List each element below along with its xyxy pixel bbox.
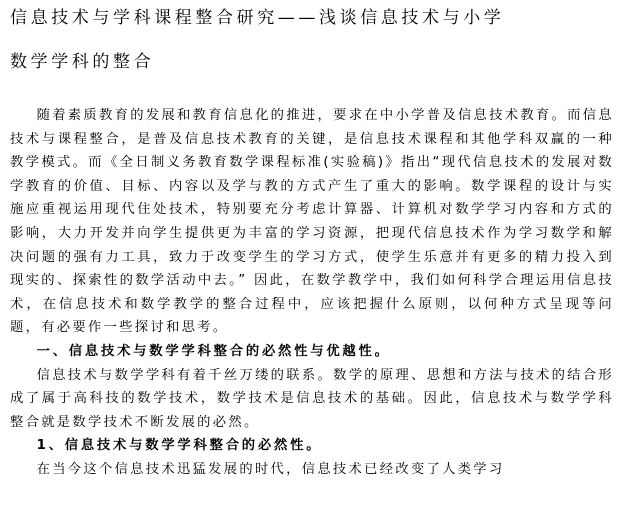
document-title-line-2: 数学学科的整合 <box>10 52 155 72</box>
section-heading-1: 一、信息技术与数学学科整合的必然性与优越性。 <box>36 343 391 359</box>
intro-paragraph: 随着素质教育的发展和教育信息化的推进，要求在中小学普及信息技术教育。而信息技术与课程整合，是普及信息技术教育的关键，是信息技术课程和其他学科双赢的一种教学模式。而《全日制义务教育数学课程标准(实验稿)》指出“现代信息技术的发展对数学教育的价值、目标、内容以及学与教的方式产生了重大的影响。数学课程的设计与实施应重视运用现代住处技术，特别要充分考虑计算器、计算机对数学学习内容和方式的影响，大力开发并向学生提供更为丰富的学习资源，把现代信息技术作为学习数学和解决问题的强有力工具，致力于改变学生的学习方式，使学生乐意并有更多的精力投入到现实的、探索性的数学活动中去。” 因此，在数学教学中，我们如何科学合理运用信息技术，在信息技术和数学教学的整合过程中，应该把握什么原则，以何种方式呈现等问题，有必要作一些探讨和思考。 <box>10 108 614 336</box>
subsection-1-paragraph: 在当今这个信息技术迅猛发展的时代，信息技术已经改变了人类学习 <box>36 461 505 477</box>
section-1-paragraph: 信息技术与数学学科有着千丝万缕的联系。数学的原理、思想和方法与技术的结合形成了属于高科技的数学技术，数学技术是信息技术的基础。因此，信息技术与数学学科整合就是数学技术不断发展的必然。 <box>10 367 614 430</box>
subsection-heading-1: 1、信息技术与数学学科整合的必然性。 <box>36 438 323 454</box>
document-body <box>10 104 614 482</box>
document-title-line-1: 信息技术与学科课程整合研究——浅谈信息技术与小学 <box>10 8 505 28</box>
